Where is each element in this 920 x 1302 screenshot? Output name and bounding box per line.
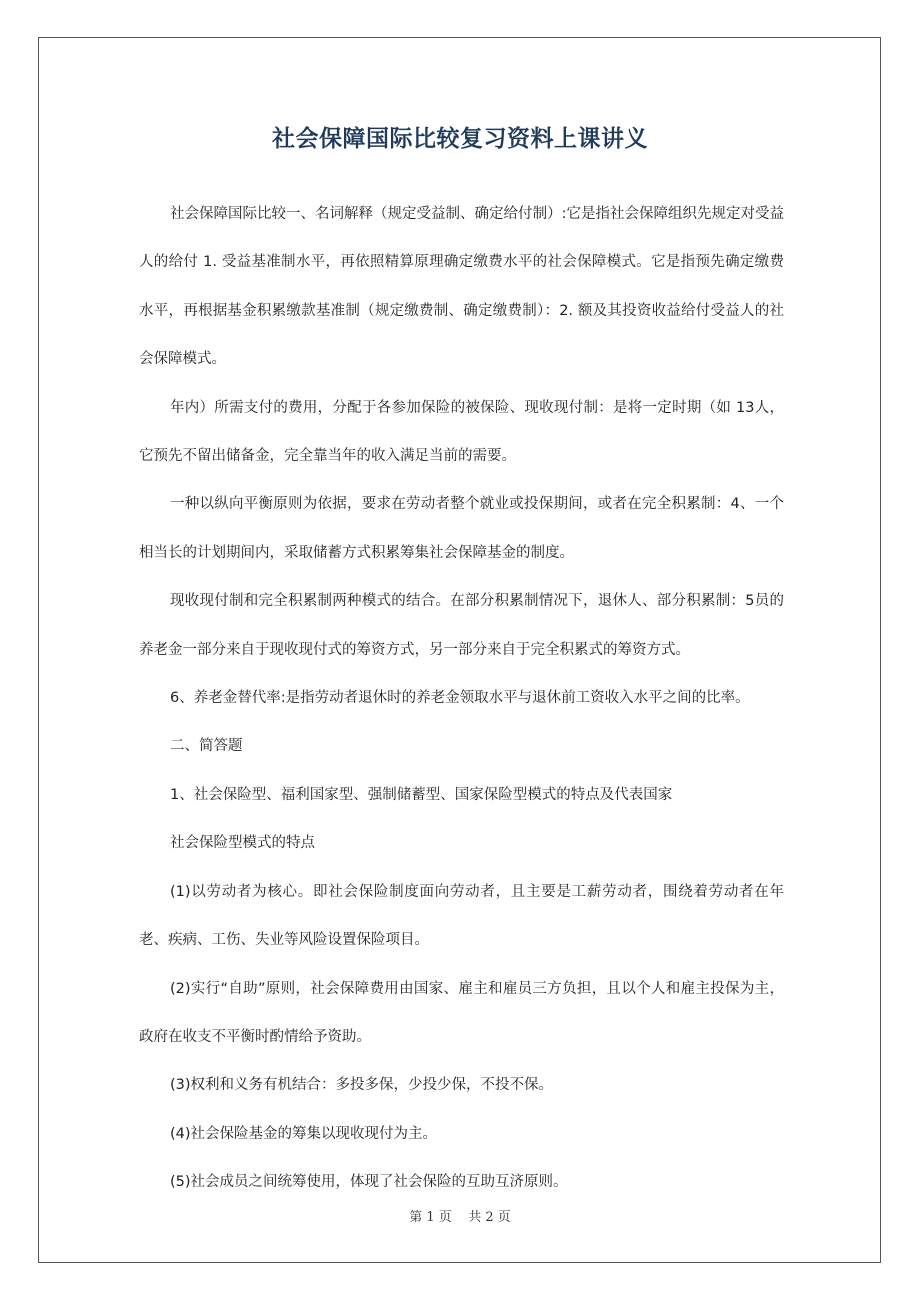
feature-item-3: (3)权利和义务有机结合：多投多保，少投少保，不投不保。 (170, 1077, 554, 1094)
feature-item-5: (5)社会成员之间统筹使用，体现了社会保险的互助互济原则。 (170, 1174, 568, 1191)
paragraph-definitions-2: 年内）所需支付的费用，分配于各参加保险的被保险、现收现付制：是将一定时期（如 13人，它预先不留出储备金，完全靠当年的收入满足当前的需要。 (139, 399, 784, 465)
page-number: 第 1 页 (409, 1210, 452, 1225)
paragraph-definitions-5: 6、养老金替代率:是指劳动者退休时的养老金领取水平与退休前工资收入水平之间的比率。 (170, 690, 750, 707)
paragraph-definitions-4: 现收现付制和完全积累制两种模式的结合。在部分积累制情况下，退休人、部分积累制：5员的养老金一部分来自于现收现付式的筹资方式，另一部分来自于完全积累式的筹资方式。 (139, 593, 784, 658)
feature-item-2: (2)实行“自助”原则，社会保障费用由国家、雇主和雇员三方负担，且以个人和雇主投保为主，政府在收支不平衡时酌情给予资助。 (139, 980, 784, 1045)
section-heading-short-answer: 二、简答题 (170, 738, 243, 755)
paragraph-definitions-3: 一种以纵向平衡原则为依据，要求在劳动者整个就业或投保期间，或者在完全积累制：4、一个相当长的计划期间内，采取储蓄方式积累筹集社会保障基金的制度。 (139, 496, 784, 561)
subheading-social-insurance-features: 社会保险型模式的特点 (170, 835, 315, 852)
document-title: 社会保障国际比较复习资料上课讲义 (272, 126, 648, 152)
page-total: 共 2 页 (468, 1210, 511, 1225)
paragraph-definitions-1: 社会保障国际比较一、名词解释（规定受益制、确定给付制）:它是指社会保障组织先规定对受益人的给付 1. 受益基准制水平，再依照精算原理确定缴费水平的社会保障模式。它是指预先确定缴费水平，再根据基金积累缴款基准制（规定缴费制、确定缴费制）：2. 额及其投资收益给付受益人的社会保障模式。 (139, 206, 784, 368)
page-footer (0, 1206, 920, 1225)
feature-item-4: (4)社会保险基金的筹集以现收现付为主。 (170, 1125, 438, 1142)
feature-item-1: (1)以劳动者为核心。即社会保险制度面向劳动者，且主要是工薪劳动者，围绕着劳动者在年老、疾病、工伤、失业等风险设置保险项目。 (139, 883, 784, 949)
document-body (139, 190, 784, 1207)
question-1: 1、社会保险型、福利国家型、强制储蓄型、国家保险型模式的特点及代表国家 (170, 786, 673, 803)
